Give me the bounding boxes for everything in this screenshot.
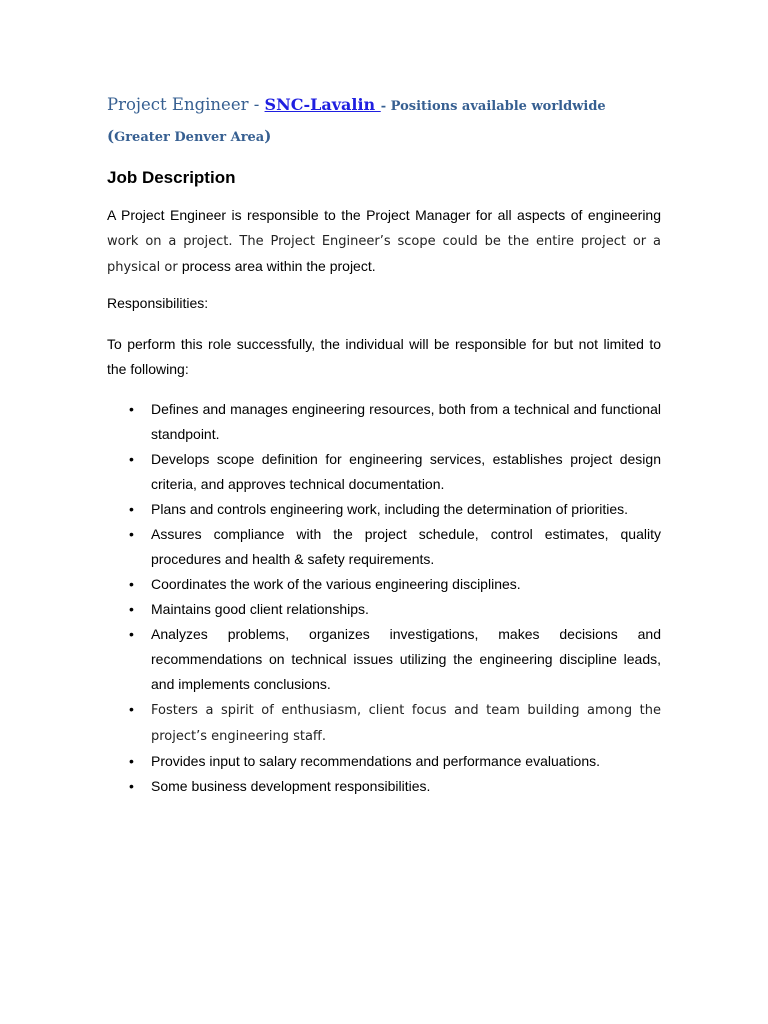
bullet-icon: • xyxy=(129,753,134,769)
lead-in-paragraph: To perform this role successfully, the individual will be responsible for but not limited to the following: xyxy=(107,336,661,377)
paren-open: ( xyxy=(107,127,115,145)
positions-note: - Positions available worldwide xyxy=(380,99,606,114)
list-item xyxy=(107,497,661,522)
intro-line-3: process area within the project. xyxy=(181,258,376,274)
responsibilities-label: Responsibilities: xyxy=(107,295,209,311)
bullet-icon: • xyxy=(129,626,134,642)
section-title: Job Description xyxy=(107,168,236,187)
list-item xyxy=(107,397,661,447)
list-item-text: Plans and controls engineering work, including the determination of priorities. xyxy=(151,501,629,517)
bullet-icon: • xyxy=(129,701,134,717)
bullet-icon: • xyxy=(129,526,134,542)
list-item xyxy=(107,774,661,799)
bullet-icon: • xyxy=(129,576,134,592)
bullet-icon: • xyxy=(129,501,134,517)
paren-close: ) xyxy=(264,127,272,145)
list-item xyxy=(107,522,661,572)
job-heading xyxy=(107,90,667,152)
job-location: Greater Denver Area xyxy=(114,130,265,145)
bullet-icon: • xyxy=(129,401,134,417)
company-link[interactable]: SNC-Lavalin xyxy=(264,95,381,114)
list-item xyxy=(107,749,661,774)
list-item xyxy=(107,597,661,622)
responsibility-list xyxy=(107,397,661,799)
list-item-text: Assures compliance with the project schedule, control estimates, quality procedures and health & safety requirements. xyxy=(151,526,661,567)
list-item-text: Provides input to salary recommendations and performance evaluations. xyxy=(151,753,601,769)
list-item xyxy=(107,697,661,749)
job-title: Project Engineer - xyxy=(107,95,265,114)
list-item xyxy=(107,447,661,497)
list-item-text: Maintains good client relationships. xyxy=(151,601,369,617)
list-item-text: Develops scope definition for engineering services, establishes project design criteria, and approves technical documentation. xyxy=(151,451,661,492)
bullet-icon: • xyxy=(129,778,134,794)
list-item xyxy=(107,572,661,597)
bullet-icon: • xyxy=(129,451,134,467)
list-item-text: Some business development responsibilities. xyxy=(151,778,431,794)
bullet-icon: • xyxy=(129,601,134,617)
list-item-text: Fosters a spirit of enthusiasm, client focus and team building among the project’s engineering staff. xyxy=(151,703,661,744)
intro-line-2: work on a project. The Project Engineer’s scope could be the entire project or a physical or xyxy=(107,234,661,275)
list-item-text: Defines and manages engineering resources, both from a technical and functional standpoint. xyxy=(151,401,661,442)
list-item-text: Coordinates the work of the various engineering disciplines. xyxy=(151,576,521,592)
intro-line-1: A Project Engineer is responsible to the Project Manager for all aspects of engineering xyxy=(107,207,661,223)
list-item xyxy=(107,622,661,697)
intro-paragraph xyxy=(107,203,661,280)
list-item-text: Analyzes problems, organizes investigations, makes decisions and recommendations on technical issues utilizing the engineering discipline leads, and implements conclusions. xyxy=(151,626,661,692)
